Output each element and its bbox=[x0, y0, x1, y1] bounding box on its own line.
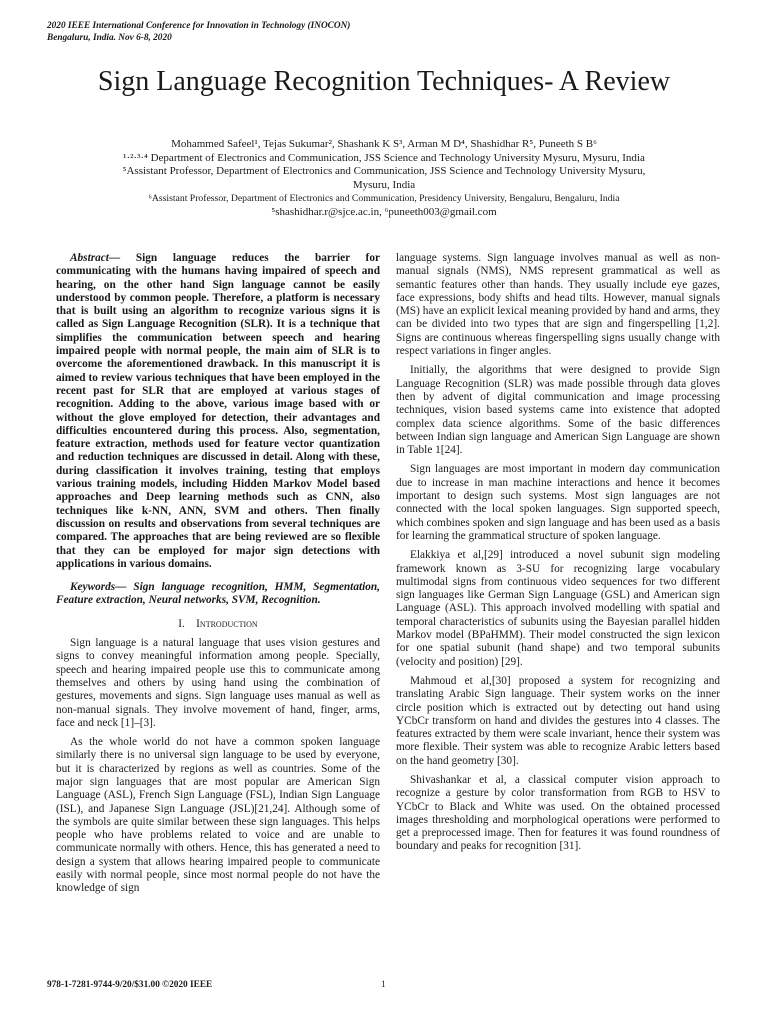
conference-name: 2020 IEEE International Conference for Innovation in Technology (INOCON) bbox=[47, 21, 351, 31]
paragraph: Initially, the algorithms that were designed to provide Sign Language Recognition (SLR) was made possible through data gloves then by advent of digital communication and image processing techniques, vision based systems came into existence that adopted complex data science algorithms. Some of the basic differences between Indian sign language and American Sign Language are shown in Table 1[24]. bbox=[396, 364, 720, 457]
affiliation-3: ⁶Assistant Professor, Department of Electronics and Communication, Presidency University, Bengaluru, Bengaluru, India bbox=[148, 193, 620, 205]
page-number: 1 bbox=[381, 980, 386, 990]
paragraph: Sign languages are most important in modern day communication due to increase in man machine interactions and hence it becomes important to design such systems. Most sign languages are not connected with the local spoken languages. Sign supported speech, which combines spoken and sign language and has been used as a basis for learning the grammatical structure of spoken language. bbox=[396, 463, 720, 542]
right-column bbox=[396, 252, 720, 860]
left-column bbox=[56, 252, 380, 902]
paragraph: As the whole world do not have a common spoken language similarly there is no universal sign language to be used by everyone, but it is characterized by regions as well as countries. Some of the major sign languages that are most popular are American Sign Language (ASL), French Sign Language (FSL), Indian Sign Language (ISL), and Japanese Sign Language (JSL)[21,24]. Although some of the symbols are quite similar between these sign languages. This helps people who have problems related to voice and are unable to communicate normally with others. Hence, this has generated a need to design a system that allows hearing impaired people to communicate easily with normal people, since most normal people do not have the knowledge of sign bbox=[56, 736, 380, 895]
keywords bbox=[56, 581, 380, 608]
footer-isbn: 978-1-7281-9744-9/20/$31.00 ©2020 IEEE bbox=[47, 980, 213, 990]
paragraph: Elakkiya et al,[29] introduced a novel subunit sign modeling framework known as 3-SU for recognizing large vocabulary multimodal signs from continuous video sequences for two different sign languages like German Sign Language (GSL) and American sign Language (ASL). This approach involved modelling with spatial and temporal characteristics of subunits using the Bayesian parallel hidden Markov model (BPaHMM). Their model constructed the sign lexicon for one spatial subunit (hand shape) and two temporal subunits (velocity and position) [29]. bbox=[396, 549, 720, 668]
keywords-text: Sign language recognition, HMM, Segmentation, Feature extraction, Neural networks, SVM, Recognition. bbox=[56, 581, 380, 607]
affiliation-1: ¹·²·³·⁴ Department of Electronics and Communication, JSS Science and Technology University Mysuru, Mysuru, India bbox=[123, 151, 645, 164]
abstract-label: Abstract— bbox=[70, 252, 121, 264]
paragraph: language systems. Sign language involves manual as well as non-manual signals (NMS), NMS represent grammatical as well as semantic features other than hands. They usually include eye gazes, face expressions, body shifts and head tilts. However, manual signals (MS) have an explicit lexical meaning provided by hand and arms, they can be divided into two types that are sign and fingerspelling [1,2]. Signs are continuous whereas fingerspelling signs usually change with respect variations in finger angles. bbox=[396, 252, 720, 358]
affiliation-2b: Mysuru, India bbox=[352, 178, 416, 191]
affiliation-2: ⁵Assistant Professor, Department of Electronics and Communication, JSS Science and Technology University Mysuru, bbox=[122, 165, 646, 178]
author-block bbox=[80, 138, 688, 220]
paper-title: Sign Language Recognition Techniques- A Review bbox=[97, 66, 671, 97]
abstract bbox=[56, 252, 380, 571]
paragraph: Shivashankar et al, a classical computer vision approach to recognize a gesture by color transformation from RGB to HSV to YCbCr to Black and White was used. On the obtained processed images thresholding and morphological operations were performed to get a preprocessed image. Then for features it was found roundness of boundary and peaks for recognition [31]. bbox=[396, 773, 720, 853]
section-heading-introduction bbox=[56, 618, 380, 631]
author-names: Mohammed Safeel¹, Tejas Sukumar², Shashank K S³, Arman M D⁴, Shashidhar R⁵, Puneeth S B⁶ bbox=[171, 138, 597, 150]
keywords-label: Keywords— bbox=[70, 581, 127, 594]
paragraph: Mahmoud et al,[30] proposed a system for recognizing and translating Arabic Sign language. Their system works on the inner circle position which is extracted out by detecting out hand using YCbCr transform on hand and divides the gestures into 4 classes. The features extracted by them were scale invariant, hence their system was more flexible. Their system was able to recognize Arabic letters based on the hand geometry [30]. bbox=[396, 674, 720, 767]
section-number: I. bbox=[178, 617, 185, 630]
conference-header bbox=[47, 20, 350, 44]
abstract-text: Sign language reduces the barrier for communicating with the humans having impaired of speech and hearing, on the other hand Sign language cannot be easily understood by common people. Therefore, a platform is necessary that is built using an algorithm to recognize various signs it is called as Sign Language Recognition (SLR). It is a technique that simplifies the communication between speech and hearing impaired people with normal people, the main aim of SLR is to overcome the aforementioned drawback. In this manuscript it is aimed to review various techniques that have been employed in the recent past for SLR that are employed at various stages of recognition. Adding to the above, various image based with or without the glove employed for detection, their advantages and difficulties encountered during this process. Also, segmentation, feature extraction, methods used for feature vector quantization and reduction techniques are discussed in detail. Along with these, during classification it involves training, testing that employs various training models, including Hidden Markov Model based approaches and Deep learning methods such as CNN, also techniques like k-NN, ANN, SVM and others. Then finally discussion on results and observations from several techniques are compared. The approaches that are being reviewed are so flexible that they can be employed for major sign detections with applications in various domains. bbox=[56, 252, 380, 570]
paragraph: Sign language is a natural language that uses vision gestures and signs to convey meaningful information among people. Specially, speech and hearing impaired people use this to communicate among themselves and others by using hand using the combination of gestures, movements and signs. Sign language uses manual as well as non-manual signals. They involve movement of hand, finger, arms, face and neck [1]–[3]. bbox=[56, 637, 380, 729]
author-emails: ⁵shashidhar.r@sjce.ac.in, ⁶puneeth003@gmail.com bbox=[271, 205, 497, 218]
conference-location: Bengaluru, India. Nov 6-8, 2020 bbox=[47, 33, 172, 43]
section-title: Introduction bbox=[196, 617, 258, 630]
